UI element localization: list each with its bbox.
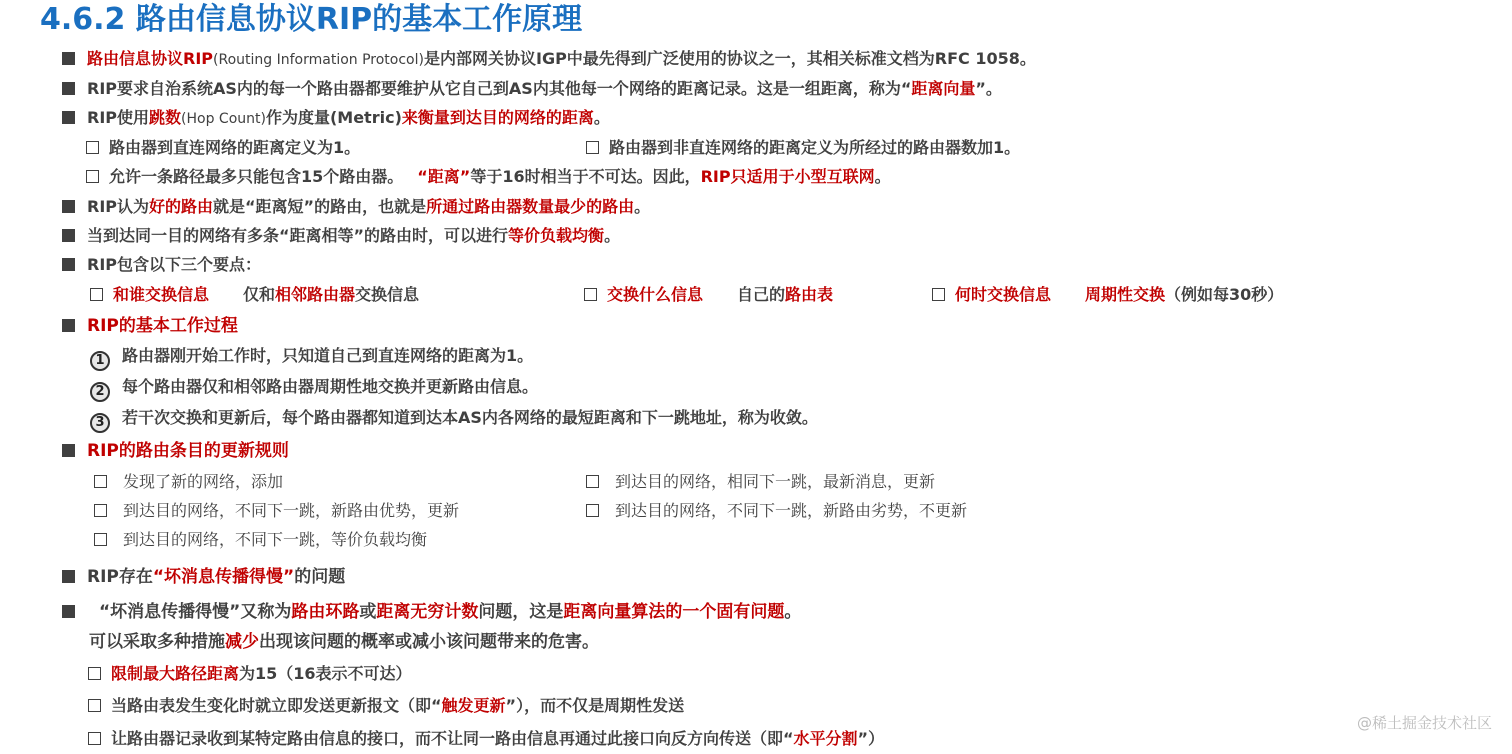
checkbox-icon [90,288,103,301]
text: 可以采取多种措施 [89,632,225,652]
text: 路由器到直连网络的距离定义为1。 [109,138,361,157]
checkbox-icon [88,667,101,680]
checkbox-icon [586,504,599,517]
text: RIP包含以下三个要点： [87,255,262,274]
text: RIP使用 [87,108,150,127]
text: 的问题 [294,567,346,587]
checkbox-icon [94,475,107,488]
square-bullet-icon [62,52,75,65]
sub-indirect-distance [586,137,1020,159]
rule-item [94,529,427,551]
square-bullet-icon [62,229,75,242]
text: 问题，这是 [478,602,564,622]
section-title: RIP的基本工作过程 [87,316,238,336]
text: 作为度量(Metric) [265,108,402,127]
highlight-text: 和谁交换信息 [113,285,210,304]
number-circle-icon: 1 [90,351,110,371]
highlight-text: 交换什么信息 [607,285,704,304]
text: 路由器到非直连网络的距离定义为所经过的路由器数加1。 [609,138,1021,157]
text: 自己的 [737,285,786,304]
rule-item [586,500,967,522]
section-rules [62,440,289,462]
number-circle-icon: 2 [90,382,110,402]
square-bullet-icon [62,82,75,95]
text: 。 [634,197,651,216]
text: 发现了新的网络，添加 [123,472,284,491]
section-title: RIP的路由条目的更新规则 [87,441,289,461]
checkbox-icon [88,699,101,712]
text: 到达目的网络，不同下一跳，等价负载均衡 [123,530,428,549]
text: 当路由表发生变化时就立即发送更新报文（即“ [111,696,442,715]
rule-item [94,471,283,493]
text: 让路由器记录收到某特定路由信息的接口，而不让同一路由信息再通过此接口向反方向传送（即“ [111,729,794,748]
process-step [90,407,818,433]
text: 当到达同一目的网络有多条“距离相等”的路由时，可以进行 [87,226,509,245]
highlight-text: 来衡量到达目的网络的距离 [401,108,594,127]
text: 若干次交换和更新后，每个路由器都知道到达本AS内各网络的最短距离和下一跳地址，称为收敛。 [122,408,818,427]
checkbox-icon [88,732,101,745]
bullet-routing-loop [62,601,801,623]
highlight-text: 水平分割 [793,729,858,748]
checkbox-icon [94,533,107,546]
text: 到达目的网络，不同下一跳，新路由优势，更新 [123,501,460,520]
square-bullet-icon [62,200,75,213]
page-title: 4.6.2 路由信息协议RIP的基本工作原理 [40,2,583,37]
highlight-text: 何时交换信息 [955,285,1052,304]
point-who [90,284,419,306]
highlight-text: 周期性交换 [1085,285,1166,304]
text: 仅和 [243,285,276,304]
text: ”） [857,729,885,748]
highlight-text: RIP只适用于小型互联网 [700,167,875,186]
highlight-text: 路由信息协议RIP [87,49,214,68]
highlight-text: “距离” [417,167,471,186]
mitigation-item [88,695,684,717]
text: （例如每30秒） [1165,285,1284,304]
mitigation-intro [89,631,599,653]
text: 或 [359,602,377,622]
highlight-text: “坏消息传播得慢” [152,567,295,587]
text: 。 [874,167,891,186]
highlight-text: 距离无穷计数 [376,602,479,622]
highlight-text: 距离向量算法的一个固有问题 [563,602,785,622]
checkbox-icon [932,288,945,301]
text: 到达目的网络，相同下一跳，最新消息，更新 [615,472,936,491]
rule-item [94,500,459,522]
highlight-text: 限制最大路径距离 [111,664,240,683]
sub-max-routers [86,166,891,188]
rule-item [586,471,935,493]
highlight-text: 跳数 [149,108,182,127]
bullet-load-balance [62,225,620,247]
sub-direct-distance [86,137,360,159]
text: 就是“距离短”的路由，也就是 [213,197,427,216]
text: 。 [784,602,802,622]
square-bullet-icon [62,319,75,332]
process-step [90,345,533,371]
text: RIP存在 [87,567,153,587]
text: 出现该问题的概率或减小该问题带来的危害。 [259,632,599,652]
mitigation-item [88,728,884,750]
text: RIP要求自治系统AS内的每一个路由器都要维护从它自己到AS内其他每一个网络的距离记录。这是一组距离，称为“ [87,79,912,98]
square-bullet-icon [62,258,75,271]
mitigation-item [88,663,412,685]
text: RIP认为 [87,197,150,216]
square-bullet-icon [62,111,75,124]
highlight-text: 等价负载均衡 [508,226,605,245]
checkbox-icon [94,504,107,517]
section-problem [62,566,345,588]
square-bullet-icon [62,444,75,457]
checkbox-icon [86,170,99,183]
highlight-text: 减少 [225,632,259,652]
text: 是内部网关协议IGP中最先得到广泛使用的协议之一，其相关标准文档为RFC 1058。 [423,49,1036,68]
highlight-text: 好的路由 [149,197,214,216]
square-bullet-icon [62,570,75,583]
bullet-rip-definition [62,48,1036,71]
text: ”），而不仅是周期性发送 [505,696,685,715]
text: 到达目的网络，不同下一跳，新路由劣势，不更新 [615,501,968,520]
bullet-distance-vector [62,78,1002,100]
highlight-text: 触发更新 [441,696,506,715]
highlight-text: 距离向量 [911,79,976,98]
text: 。 [604,226,621,245]
highlight-text: 相邻路由器 [275,285,356,304]
number-circle-icon: 3 [90,413,110,433]
text: 允许一条路径最多只能包含15个路由器。 [109,167,404,186]
bullet-good-route [62,196,650,218]
watermark: @稀土掘金技术社区 [1356,714,1492,732]
bullet-three-points [62,254,261,276]
bullet-hop-count [62,107,610,130]
process-step [90,376,538,402]
point-when [932,284,1283,306]
text: (Hop Count) [181,111,266,127]
section-process [62,315,238,337]
text: 为15（16表示不可达） [239,664,412,683]
checkbox-icon [586,475,599,488]
text: 路由器刚开始工作时，只知道自己到直连网络的距离为1。 [122,346,534,365]
checkbox-icon [86,141,99,154]
highlight-text: 路由环路 [291,602,360,622]
highlight-text: 路由表 [785,285,834,304]
text: (Routing Information Protocol) [213,52,424,68]
text: 等于16时相当于不可达。因此， [470,167,701,186]
text: 交换信息 [355,285,420,304]
checkbox-icon [586,141,599,154]
text: “坏消息传播得慢”又称为 [99,602,292,622]
square-bullet-icon [62,605,75,618]
text: 每个路由器仅和相邻路由器周期性地交换并更新路由信息。 [122,377,539,396]
text: ”。 [975,79,1002,98]
text: 。 [593,108,610,127]
highlight-text: 所通过路由器数量最少的路由 [426,197,635,216]
checkbox-icon [584,288,597,301]
point-what [584,284,833,306]
